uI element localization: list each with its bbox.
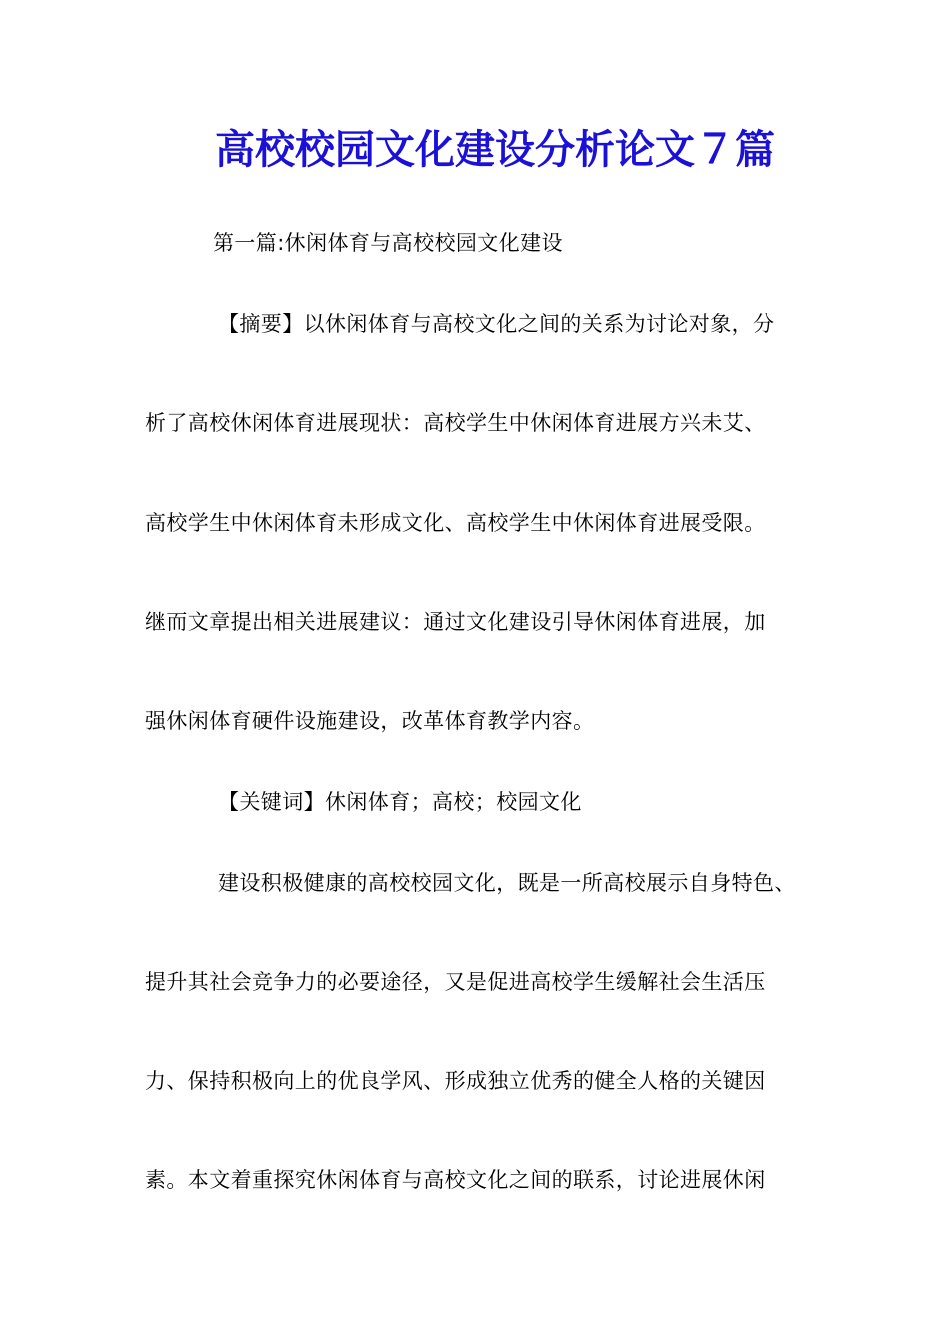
body-line: 高校学生中休闲体育未形成文化、高校学生中休闲体育进展受限。 — [145, 511, 766, 535]
body-line: 素。本文着重探究休闲体育与高校文化之间的联系，讨论进展休闲 — [145, 1168, 766, 1192]
section-heading: 第一篇:休闲体育与高校校园文化建设 — [213, 231, 563, 255]
body-line: 力、保持积极向上的优良学风、形成独立优秀的健全人格的关键因 — [145, 1069, 766, 1093]
document-title: 高校校园文化建设分析论文７篇 — [215, 126, 775, 173]
abstract-line: 【摘要】以休闲体育与高校文化之间的关系为讨论对象，分 — [218, 312, 775, 336]
body-line: 提升其社会竞争力的必要途径，又是促进高校学生缓解社会生活压 — [145, 970, 766, 994]
body-line: 析了高校休闲体育进展现状：高校学生中休闲体育进展方兴未艾、 — [145, 411, 766, 435]
keywords-line: 【关键词】休闲体育；高校；校园文化 — [218, 790, 582, 814]
paragraph-first-line: 建设积极健康的高校校园文化，既是一所高校展示自身特色、 — [218, 871, 796, 895]
body-line: 强休闲体育硬件设施建设，改革体育教学内容。 — [145, 709, 595, 733]
body-line: 继而文章提出相关进展建议：通过文化建设引导休闲体育进展，加 — [145, 610, 766, 634]
